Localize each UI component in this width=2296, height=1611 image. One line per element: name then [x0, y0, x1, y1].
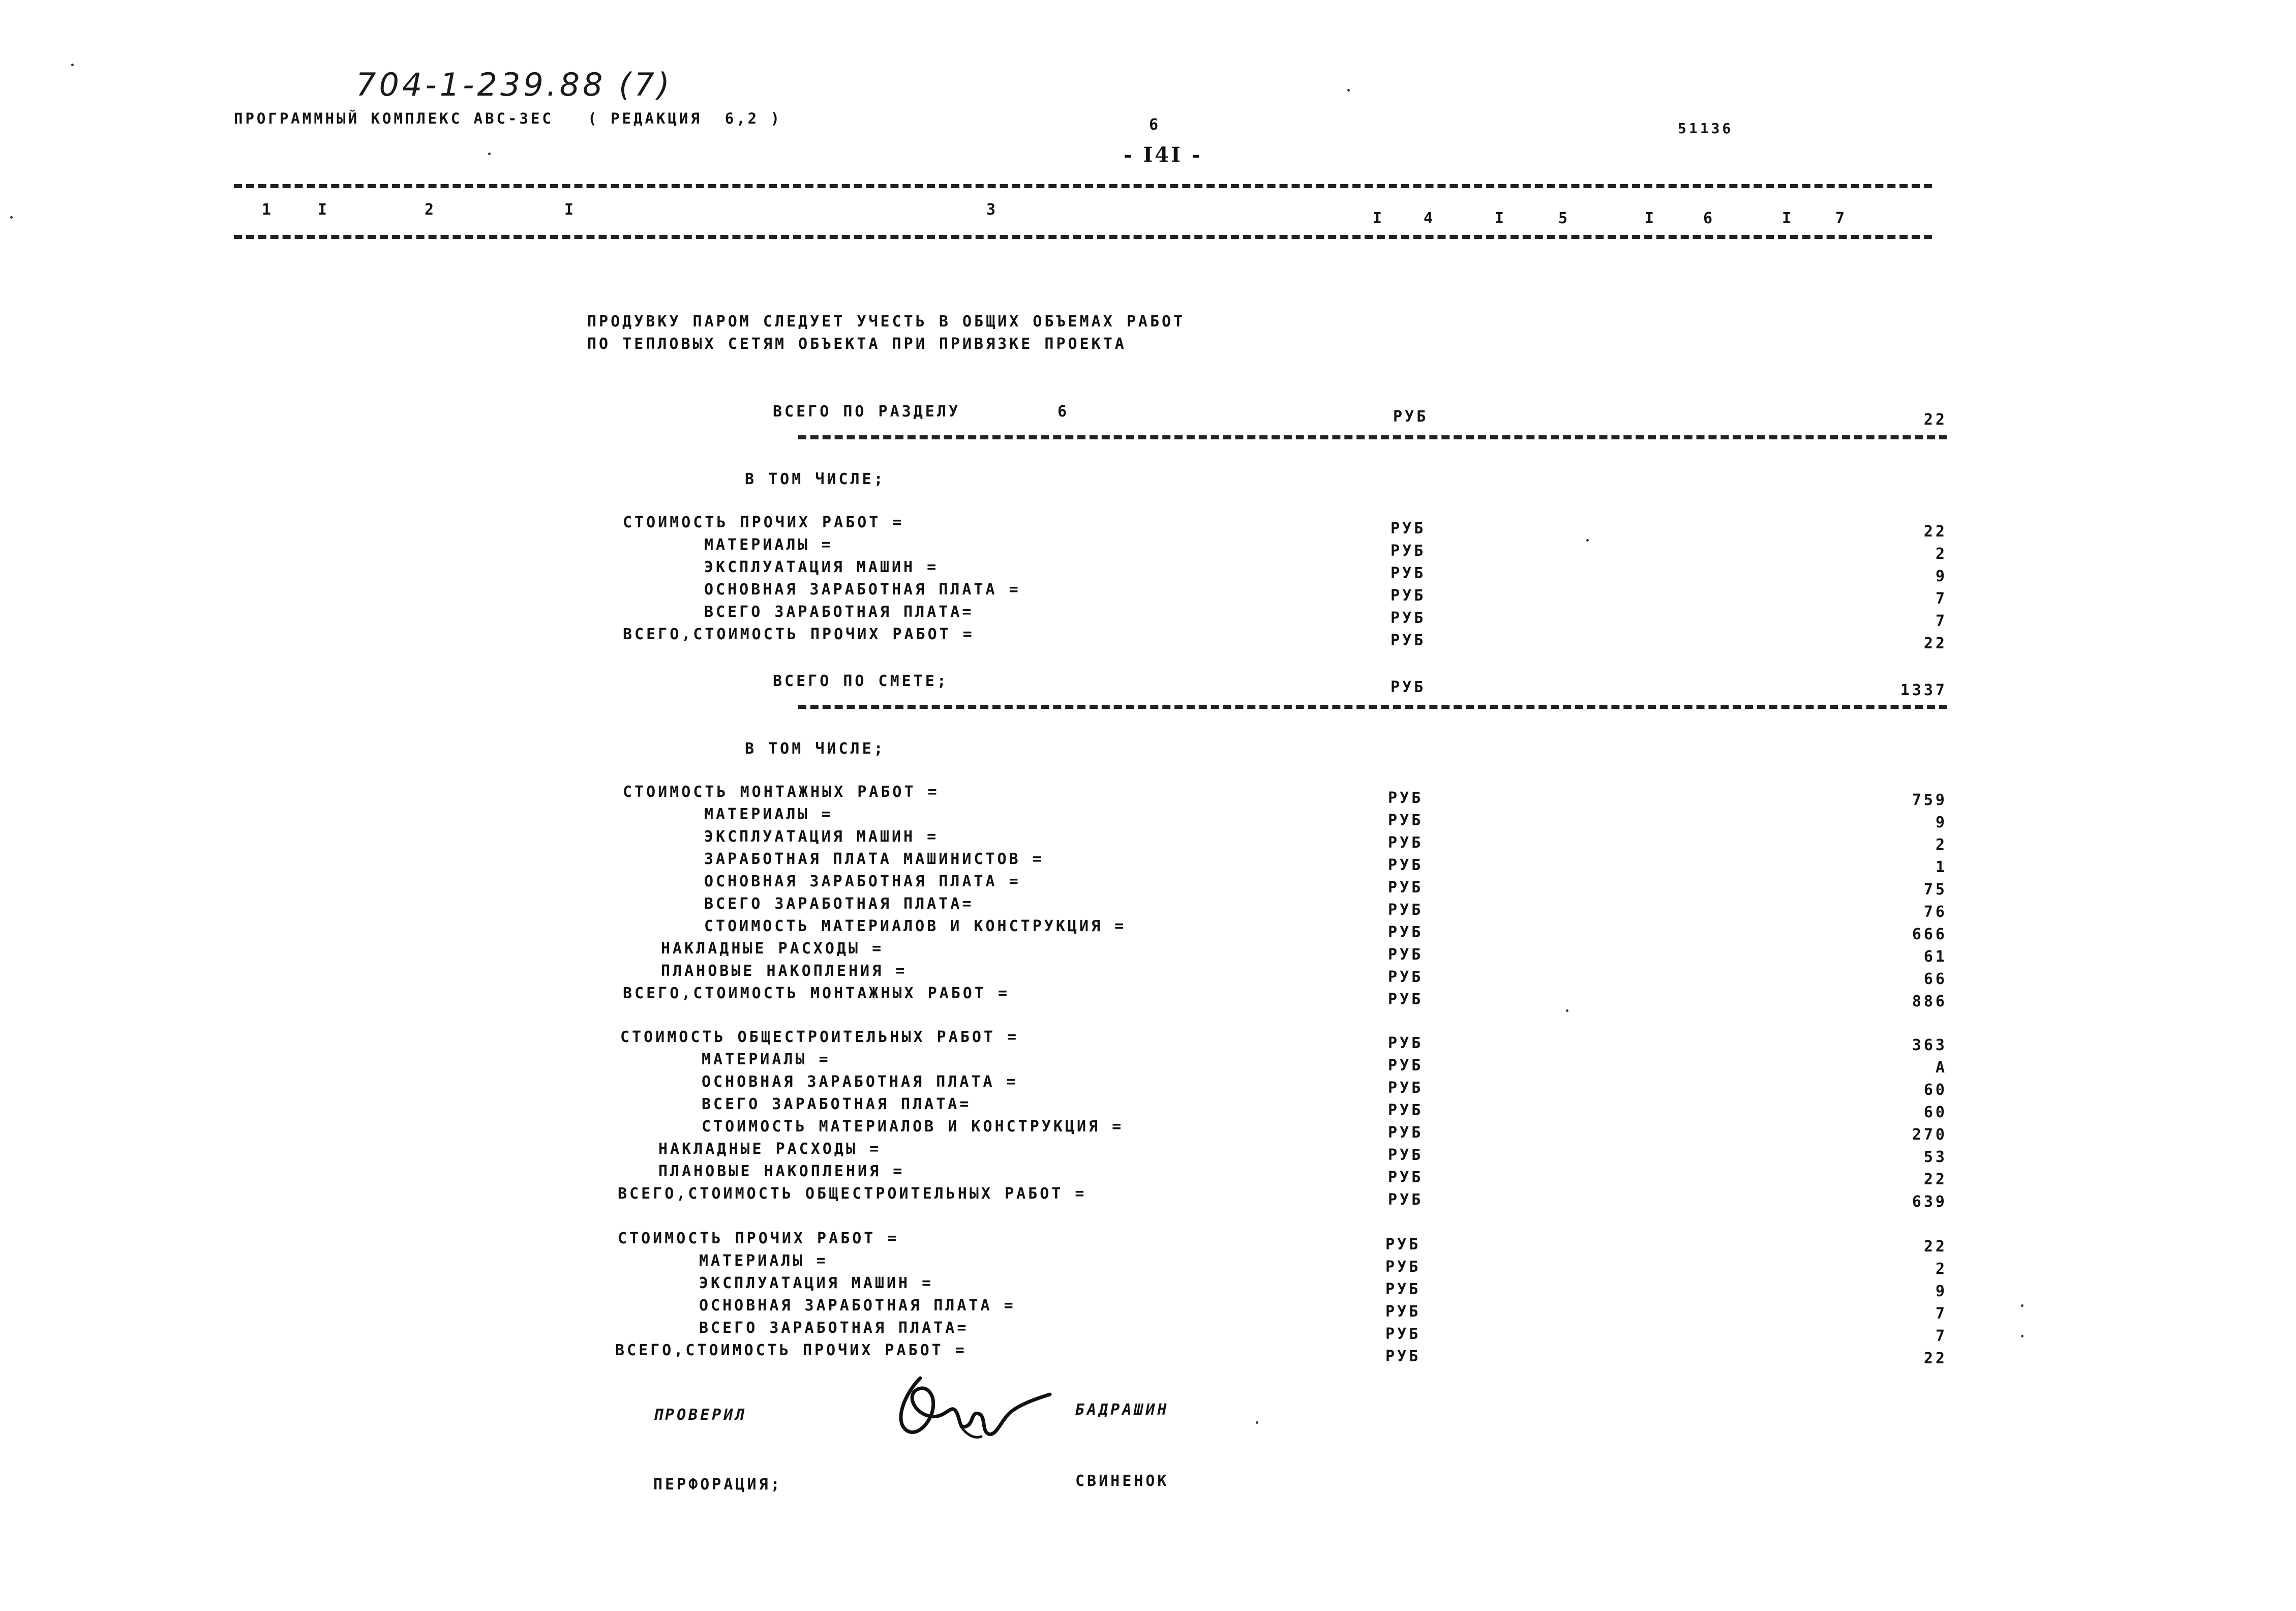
estimate-total-underline: [798, 705, 1947, 709]
row-value: 76: [1923, 903, 1947, 921]
row-value: 2: [1935, 545, 1947, 563]
column-number-4: 4: [1424, 210, 1436, 227]
row-label: ВСЕГО,СТОИМОСТЬ МОНТАЖНЫХ РАБОТ =: [623, 984, 1010, 1002]
row-label: ВСЕГО ЗАРАБОТНАЯ ПЛАТА=: [702, 1095, 972, 1113]
row-label: ПЛАНОВЫЕ НАКОПЛЕНИЯ =: [658, 1162, 905, 1180]
row-value: 666: [1912, 926, 1947, 943]
column-separator: I: [1495, 210, 1507, 227]
row-label: МАТЕРИАЛЫ =: [704, 806, 833, 823]
page-number: - I4I -: [1124, 143, 1202, 167]
document-code: 51136: [1678, 120, 1734, 137]
row-label: ВСЕГО,СТОИМОСТЬ ОБЩЕСТРОИТЕЛЬНЫХ РАБОТ =: [618, 1185, 1087, 1203]
signature: [885, 1363, 1052, 1449]
row-label: ЭКСПЛУАТАЦИЯ МАШИН =: [699, 1274, 934, 1292]
column-number-3: 3: [986, 201, 999, 219]
row-label: ЭКСПЛУАТАЦИЯ МАШИН =: [704, 828, 939, 846]
row-value: 22: [1923, 523, 1947, 541]
row-unit: РУБ: [1388, 991, 1424, 1008]
column-number-7: 7: [1835, 210, 1848, 227]
row-unit: РУБ: [1388, 1079, 1424, 1097]
row-value: 22: [1923, 1350, 1947, 1367]
section-total-label: ВСЕГО ПО РАЗДЕЛУ: [773, 403, 960, 421]
estimate-including-label: В ТОМ ЧИСЛЕ;: [745, 740, 886, 758]
row-unit: РУБ: [1385, 1236, 1421, 1254]
row-value: 1: [1935, 858, 1947, 876]
handwritten-document-number: 704-1-239.88 (7): [356, 66, 673, 103]
column-number-6: 6: [1703, 210, 1715, 227]
column-header-rule-top: [234, 184, 1932, 188]
row-value: 75: [1923, 881, 1947, 899]
row-value: 22: [1923, 1171, 1947, 1188]
row-value: 9: [1935, 814, 1947, 831]
row-label: МАТЕРИАЛЫ =: [699, 1252, 828, 1270]
row-value: 60: [1923, 1081, 1947, 1099]
estimate-total-value: 1337: [1900, 681, 1947, 699]
column-separator: I: [318, 201, 330, 219]
estimate-total-unit: РУБ: [1391, 678, 1426, 696]
row-unit: РУБ: [1388, 1191, 1424, 1209]
checked-by-name: БАДРАШИН: [1075, 1401, 1169, 1419]
column-number-1: 1: [262, 201, 274, 219]
column-header-rule-bottom: [234, 235, 1932, 239]
row-unit: РУБ: [1388, 1034, 1424, 1052]
row-value: 60: [1923, 1103, 1947, 1121]
row-unit: РУБ: [1391, 632, 1426, 649]
scan-speck: [2021, 1335, 2023, 1337]
column-separator: I: [564, 201, 577, 219]
row-label: МАТЕРИАЛЫ =: [704, 536, 833, 554]
row-unit: РУБ: [1388, 1169, 1424, 1186]
row-value: 363: [1912, 1036, 1947, 1054]
row-unit: РУБ: [1388, 968, 1424, 986]
scan-speck: [1347, 89, 1350, 92]
row-unit: РУБ: [1391, 587, 1426, 605]
row-value: 7: [1935, 590, 1947, 608]
row-unit: РУБ: [1391, 564, 1426, 582]
row-value: 759: [1912, 791, 1947, 809]
row-unit: РУБ: [1388, 1057, 1424, 1075]
row-value: 7: [1935, 1305, 1947, 1323]
row-label: НАКЛАДНЫЕ РАСХОДЫ =: [658, 1140, 882, 1158]
scan-speck: [10, 216, 13, 219]
row-label: ВСЕГО,СТОИМОСТЬ ПРОЧИХ РАБОТ =: [623, 625, 975, 643]
row-value: 61: [1923, 948, 1947, 966]
row-value: 9: [1935, 1282, 1947, 1300]
section-including-label: В ТОМ ЧИСЛЕ;: [745, 470, 886, 488]
scan-speck: [488, 153, 491, 155]
column-number-2: 2: [425, 201, 437, 219]
row-label: СТОИМОСТЬ МАТЕРИАЛОВ И КОНСТРУКЦИЯ =: [704, 917, 1127, 935]
row-label: МАТЕРИАЛЫ =: [702, 1051, 831, 1068]
row-unit: РУБ: [1388, 856, 1424, 874]
row-value: 7: [1935, 1327, 1947, 1345]
row-label: СТОИМОСТЬ МАТЕРИАЛОВ И КОНСТРУКЦИЯ =: [702, 1118, 1124, 1136]
row-label: ЗАРАБОТНАЯ ПЛАТА МАШИНИСТОВ =: [704, 850, 1044, 868]
row-unit: РУБ: [1388, 901, 1424, 919]
section-number-header: 6: [1149, 116, 1161, 134]
row-unit: РУБ: [1388, 1124, 1424, 1142]
row-label: ВСЕГО,СТОИМОСТЬ ПРОЧИХ РАБОТ =: [615, 1341, 967, 1359]
row-unit: РУБ: [1391, 609, 1426, 627]
scan-speck: [1566, 1009, 1568, 1012]
row-unit: РУБ: [1388, 789, 1424, 807]
row-label: ОСНОВНАЯ ЗАРАБОТНАЯ ПЛАТА =: [702, 1073, 1018, 1091]
scan-speck: [1256, 1421, 1258, 1424]
row-value: 2: [1935, 836, 1947, 854]
scan-speck: [71, 64, 74, 66]
row-unit: РУБ: [1388, 812, 1424, 829]
column-number-5: 5: [1558, 210, 1570, 227]
row-value: 22: [1923, 635, 1947, 652]
scan-speck: [2021, 1304, 2023, 1307]
row-unit: РУБ: [1385, 1348, 1421, 1365]
row-unit: РУБ: [1388, 923, 1424, 941]
row-unit: РУБ: [1385, 1280, 1421, 1298]
section-total-underline: [798, 435, 1947, 439]
row-label: СТОИМОСТЬ ПРОЧИХ РАБОТ =: [623, 514, 904, 531]
row-unit: РУБ: [1391, 542, 1426, 560]
row-value: 66: [1923, 970, 1947, 988]
row-value: 9: [1935, 568, 1947, 585]
row-unit: РУБ: [1391, 520, 1426, 538]
column-separator: I: [1373, 210, 1385, 227]
row-value: А: [1935, 1059, 1947, 1077]
row-unit: РУБ: [1388, 1101, 1424, 1119]
row-label: ОСНОВНАЯ ЗАРАБОТНАЯ ПЛАТА =: [704, 581, 1021, 599]
row-label: НАКЛАДНЫЕ РАСХОДЫ =: [661, 940, 884, 958]
row-label: ОСНОВНАЯ ЗАРАБОТНАЯ ПЛАТА =: [704, 873, 1021, 890]
row-value: 270: [1912, 1126, 1947, 1144]
scan-speck: [1586, 539, 1589, 542]
perforation-name: СВИНЕНОК: [1075, 1472, 1169, 1490]
row-label: ОСНОВНАЯ ЗАРАБОТНАЯ ПЛАТА =: [699, 1297, 1016, 1315]
row-label: ВСЕГО ЗАРАБОТНАЯ ПЛАТА=: [699, 1319, 969, 1337]
row-unit: РУБ: [1385, 1303, 1421, 1321]
column-separator: I: [1782, 210, 1794, 227]
row-label: ПЛАНОВЫЕ НАКОПЛЕНИЯ =: [661, 962, 908, 980]
row-label: ВСЕГО ЗАРАБОТНАЯ ПЛАТА=: [704, 895, 974, 913]
section-total-value: 22: [1923, 411, 1947, 429]
row-label: ВСЕГО ЗАРАБОТНАЯ ПЛАТА=: [704, 603, 974, 621]
estimate-total-label: ВСЕГО ПО СМЕТЕ;: [773, 672, 949, 690]
row-label: СТОИМОСТЬ ОБЩЕСТРОИТЕЛЬНЫХ РАБОТ =: [620, 1028, 1019, 1046]
checked-by-label: ПРОВЕРИЛ: [653, 1406, 747, 1424]
row-value: 639: [1912, 1193, 1947, 1211]
column-separator: I: [1645, 210, 1657, 227]
row-unit: РУБ: [1385, 1258, 1421, 1276]
note-line-1: ПРОДУВКУ ПАРОМ СЛЕДУЕТ УЧЕСТЬ В ОБЩИХ ОБЪЕМАХ РАБОТ: [587, 313, 1186, 331]
row-label: СТОИМОСТЬ ПРОЧИХ РАБОТ =: [618, 1230, 899, 1247]
row-unit: РУБ: [1388, 879, 1424, 897]
row-value: 22: [1923, 1238, 1947, 1256]
perforation-label: ПЕРФОРАЦИЯ;: [653, 1476, 782, 1494]
row-value: 7: [1935, 612, 1947, 630]
row-value: 53: [1923, 1148, 1947, 1166]
row-unit: РУБ: [1388, 946, 1424, 964]
row-label: ЭКСПЛУАТАЦИЯ МАШИН =: [704, 558, 939, 576]
row-value: 886: [1912, 993, 1947, 1010]
row-label: СТОИМОСТЬ МОНТАЖНЫХ РАБОТ =: [623, 783, 940, 801]
note-line-2: ПО ТЕПЛОВЫХ СЕТЯМ ОБЪЕКТА ПРИ ПРИВЯЗКЕ ПРОЕКТА: [587, 335, 1127, 353]
row-unit: РУБ: [1388, 834, 1424, 852]
row-unit: РУБ: [1385, 1325, 1421, 1343]
row-value: 2: [1935, 1260, 1947, 1278]
section-total-unit: РУБ: [1393, 408, 1429, 426]
row-unit: РУБ: [1388, 1146, 1424, 1164]
section-total-number: 6: [1058, 403, 1070, 421]
program-complex-line: ПРОГРАММНЫЙ КОМПЛЕКС АВС-3ЕС ( РЕДАКЦИЯ 6,2 ): [234, 110, 782, 127]
